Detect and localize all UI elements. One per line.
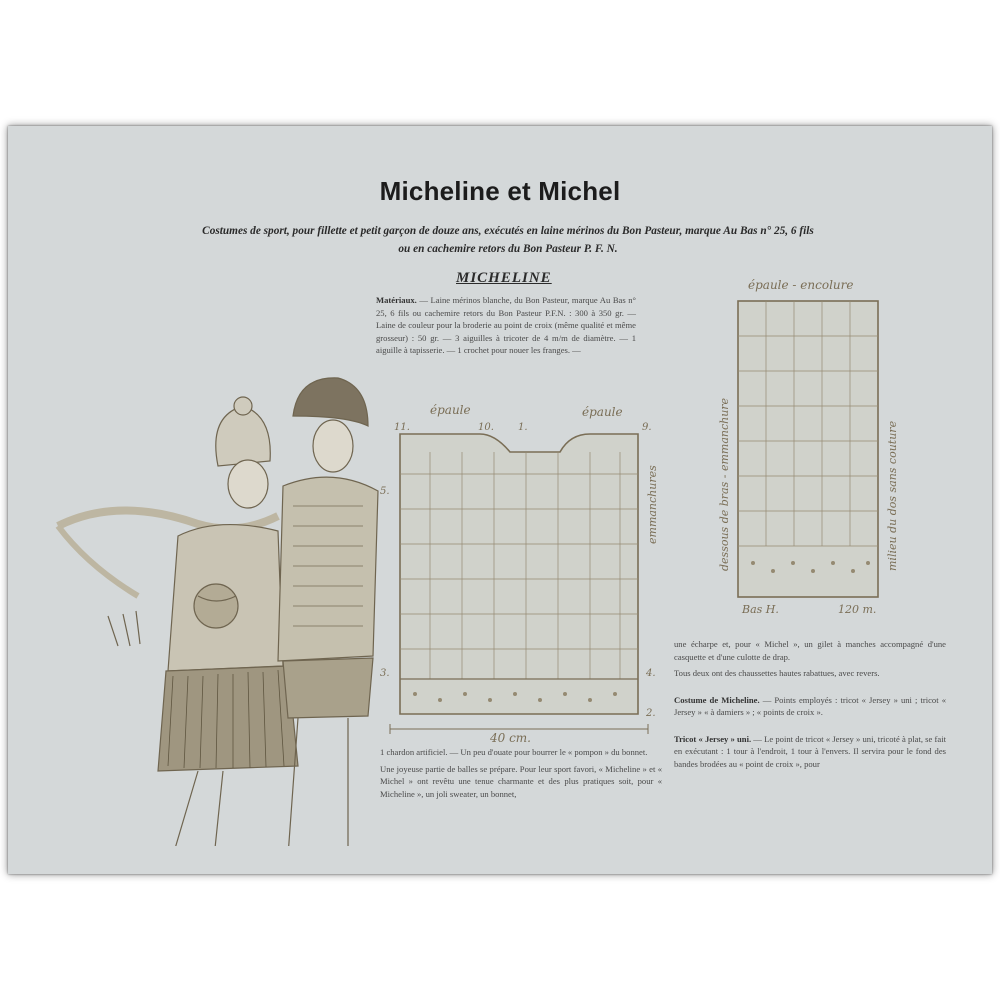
front-num-11: 11. <box>394 422 410 433</box>
front-num-10: 10. <box>478 422 494 433</box>
children-illustration <box>48 266 388 846</box>
right-paragraph: Tous deux ont des chaussettes hautes rabattues, avec revers. <box>674 668 880 678</box>
materials-text: — Laine mérinos blanche, du Bon Pasteur, marque Au Bas n° 25, 6 fils ou cachemire retors du Bon Pasteur P.F.N. : 300 à 350 gr. — Laine de couleur pour la broderie au point de croix (même qualité et même grosseur) : 50 gr. — 3 aiguilles à tricoter de 4 m/m de diamètre. — 1 aiguille à tapisserie. — 1 crochet pour nouer les franges. — <box>376 295 636 355</box>
back-bottom-right-label: 120 m. <box>838 603 877 616</box>
front-pattern-chart <box>370 394 670 746</box>
back-left-label: dessous de bras - emmanchure <box>718 397 731 571</box>
materials-paragraph <box>376 294 636 361</box>
subtitle-line: ou en cachemire retors du Bon Pasteur P. F. N. <box>398 243 618 255</box>
front-num-9: 9. <box>642 422 652 433</box>
middle-paragraph: 1 chardon artificiel. — Un peu d'ouate pour bourrer le « pompon » du bonnet. <box>380 747 648 757</box>
back-right-label: milieu du dos sans couture <box>886 420 899 571</box>
section-heading: MICHELINE <box>456 270 552 286</box>
front-width-label: 40 cm. <box>490 731 531 745</box>
page-title: Micheline et Michel <box>379 176 621 206</box>
costume-lead: Costume de Micheline. <box>674 694 760 705</box>
costume-paragraph <box>674 694 946 719</box>
front-shoulder-right-label: épaule <box>582 405 623 419</box>
right-column <box>674 638 946 774</box>
front-num-5: 5. <box>380 486 390 497</box>
front-num-1: 1. <box>518 422 528 433</box>
front-shoulder-left-label: épaule <box>430 403 471 417</box>
front-num-2: 2. <box>646 708 656 719</box>
materials-lead: Matériaux. <box>376 295 417 305</box>
front-armhole-label: emmanchures <box>646 465 659 544</box>
tricot-text: — Le point de tricot « Jersey » uni, tricoté à plat, se fait en exécutant : 1 tour à l'endroit, 1 tour à l'envers. Il servira pour le fond des bandes brodées au « point de croix », pour <box>674 733 946 769</box>
front-num-4: 4. <box>646 668 656 679</box>
back-top-label: épaule - encolure <box>748 278 854 292</box>
subtitle <box>88 222 928 258</box>
document-page <box>8 126 992 874</box>
back-bottom-left-label: Bas H. <box>742 603 779 616</box>
middle-column <box>380 746 662 804</box>
back-pattern-chart <box>708 271 908 621</box>
tricot-paragraph <box>674 733 946 771</box>
right-paragraph: une écharpe et, pour « Michel », un gilet à manches accompagné d'une casquette et d'une culotte de drap. <box>674 639 946 662</box>
front-num-3: 3. <box>380 668 390 679</box>
subtitle-line: Costumes de sport, pour fillette et petit garçon de douze ans, exécutés en laine mérinos du Bon Pasteur, marque Au Bas n° 25, 6 fils <box>202 225 814 237</box>
tricot-lead: Tricot « Jersey » uni. <box>674 733 752 744</box>
costume-text: — Points employés : tricot « Jersey » uni ; tricot « Jersey » « à damiers » ; « points de croix ». <box>674 694 946 717</box>
middle-paragraph: Une joyeuse partie de balles se prépare. Pour leur sport favori, « Micheline » et « Michel » ont revêtu une tenue charmante et des plus pratiques soit, pour « Micheline », un joli sweater, un bonnet, <box>380 763 662 799</box>
